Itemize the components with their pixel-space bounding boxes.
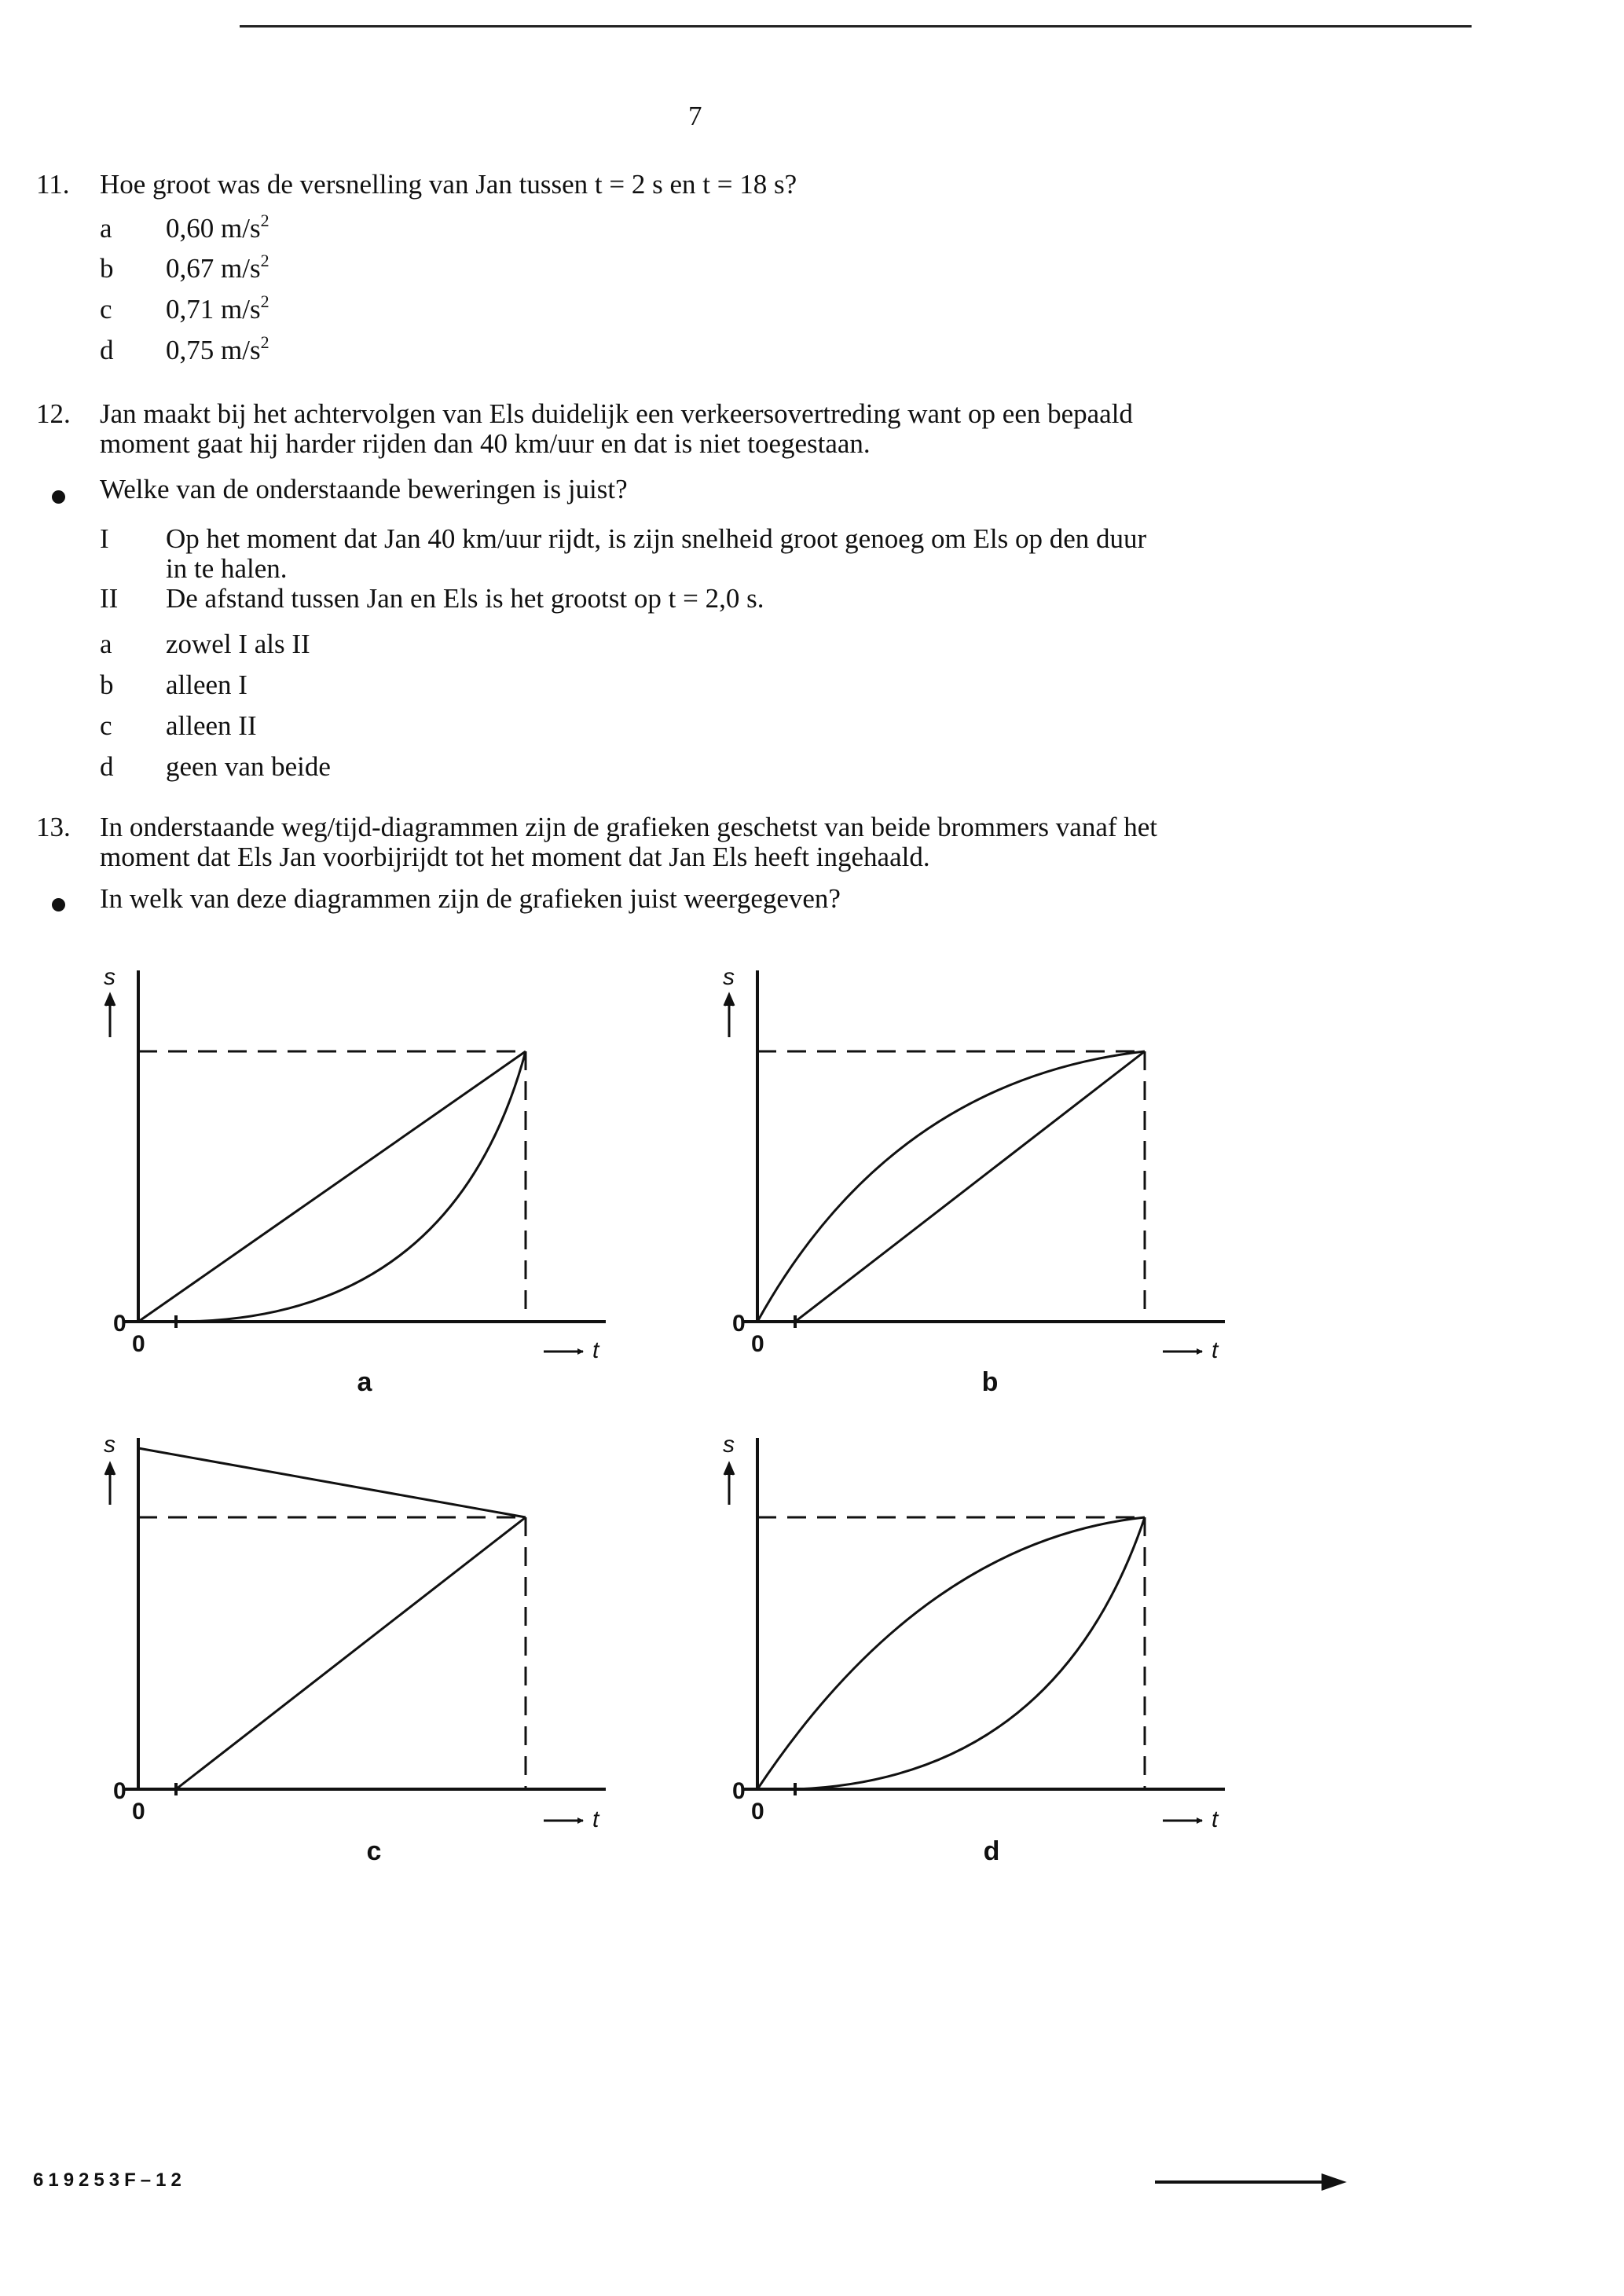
question-prompt: Welke van de onderstaande beweringen is juist? bbox=[100, 474, 628, 504]
question-text-line: moment dat Els Jan voorbijrijdt tot het moment dat Jan Els heeft ingehaald. bbox=[100, 842, 930, 872]
graph-line-curved bbox=[176, 1051, 526, 1322]
graph-line-convex bbox=[795, 1517, 1145, 1789]
question-number: 12. bbox=[36, 398, 71, 429]
question-text-line: moment gaat hij harder rijden dan 40 km/uur en dat is niet toegestaan. bbox=[100, 428, 871, 459]
option-value: alleen I bbox=[166, 669, 247, 700]
statement-numeral: I bbox=[100, 523, 109, 554]
s-axis-label: s bbox=[723, 964, 735, 990]
question-text-line: In onderstaande weg/tijd-diagrammen zijn de grafieken geschetst van beide brommers vanaf het bbox=[100, 812, 1158, 842]
graph-line-curved bbox=[757, 1051, 1145, 1322]
graph-line-straight bbox=[138, 1051, 526, 1322]
option-letter: d bbox=[100, 751, 114, 782]
question-prompt: In welk van deze diagrammen zijn de grafieken juist weergegeven? bbox=[100, 883, 841, 914]
question-text: Hoe groot was de versnelling van Jan tussen t = 2 s en t = 18 s? bbox=[100, 169, 797, 200]
origin-label-t: 0 bbox=[751, 1331, 764, 1357]
s-axis-label: s bbox=[723, 1432, 735, 1458]
origin-label-t: 0 bbox=[132, 1799, 145, 1825]
origin-label-s: 0 bbox=[113, 1311, 126, 1337]
t-axis-label: t bbox=[1212, 1337, 1219, 1363]
footer-code: 619253F–12 bbox=[33, 2169, 186, 2191]
t-axis-label: t bbox=[1212, 1806, 1219, 1832]
statement-numeral: II bbox=[100, 583, 119, 614]
option-value: alleen II bbox=[166, 710, 257, 741]
graph-line-straight bbox=[795, 1051, 1145, 1322]
s-axis-arrow-icon bbox=[105, 995, 115, 1037]
option-value: zowel I als II bbox=[166, 629, 310, 659]
graph-line-concave bbox=[757, 1517, 1145, 1789]
option-letter: b bbox=[100, 253, 114, 284]
s-axis-arrow-icon bbox=[724, 995, 734, 1037]
diagram-label: b bbox=[981, 1367, 999, 1397]
graph-line-falling bbox=[138, 1448, 526, 1517]
option-letter: c bbox=[100, 710, 112, 741]
origin-label-s: 0 bbox=[113, 1778, 126, 1804]
option-letter: d bbox=[100, 335, 114, 365]
question-number: 11. bbox=[36, 169, 70, 200]
question-text-line: Jan maakt bij het achtervolgen van Els duidelijk een verkeersovertreding want op een bepaald bbox=[100, 398, 1133, 429]
diagram-d bbox=[723, 1432, 1225, 1866]
page-number: 7 bbox=[688, 101, 702, 131]
origin-label-s: 0 bbox=[732, 1778, 746, 1804]
option-value: geen van beide bbox=[166, 751, 331, 782]
s-axis-arrow-icon bbox=[724, 1464, 734, 1505]
s-axis-label: s bbox=[104, 1432, 115, 1458]
diagram-label: a bbox=[357, 1367, 372, 1397]
option-value: 0,75 $m/s^2$ bbox=[166, 332, 269, 365]
option-letter: a bbox=[100, 213, 112, 244]
diagram-a bbox=[104, 964, 606, 1397]
diagram-label: d bbox=[983, 1836, 1000, 1866]
next-page-arrow-icon bbox=[1155, 2170, 1351, 2194]
diagram-b bbox=[723, 964, 1225, 1397]
question-number: 13. bbox=[36, 812, 71, 842]
option-value: 0,67 $m/s^2$ bbox=[166, 251, 269, 284]
t-axis-label: t bbox=[592, 1806, 599, 1832]
statement-text-line: De afstand tussen Jan en Els is het grootst op t = 2,0 s. bbox=[166, 583, 764, 614]
s-axis-label: s bbox=[104, 964, 115, 990]
graph-line-rising bbox=[176, 1517, 526, 1789]
statement-text-line: Op het moment dat Jan 40 km/uur rijdt, is zijn snelheid groot genoeg om Els op den duur bbox=[166, 523, 1147, 554]
diagram-c bbox=[104, 1432, 606, 1866]
option-letter: a bbox=[100, 629, 112, 659]
option-letter: c bbox=[100, 294, 112, 325]
diagram-label: c bbox=[366, 1836, 382, 1866]
option-letter: b bbox=[100, 669, 114, 700]
option-value: 0,60 $m/s^2$ bbox=[166, 211, 269, 244]
statement-text-line: in te halen. bbox=[166, 553, 288, 584]
option-value: 0,71 $m/s^2$ bbox=[166, 292, 269, 325]
origin-label-t: 0 bbox=[751, 1799, 764, 1825]
origin-label-t: 0 bbox=[132, 1331, 145, 1357]
t-axis-label: t bbox=[592, 1337, 599, 1363]
s-axis-arrow-icon bbox=[105, 1464, 115, 1505]
origin-label-s: 0 bbox=[732, 1311, 746, 1337]
